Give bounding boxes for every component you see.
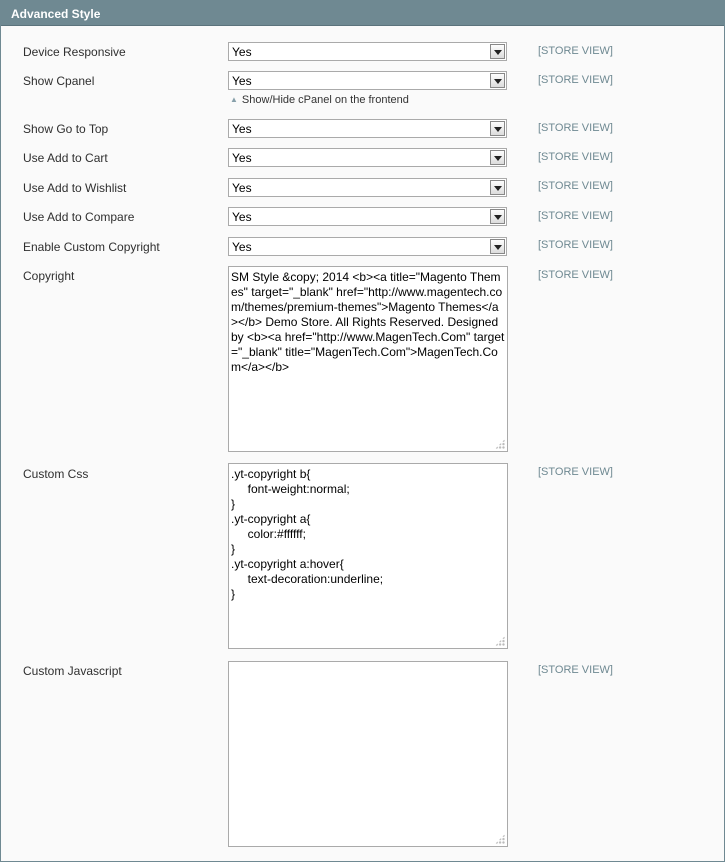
- show-go-to-top-scope: [STORE VIEW]: [538, 122, 613, 134]
- chevron-down-icon[interactable]: [490, 150, 505, 165]
- device-responsive-select[interactable]: [228, 42, 507, 61]
- copyright-label: Copyright: [23, 269, 75, 283]
- copyright-text: SM Style &copy; 2014 <b><a title="Magento Themes" target="_blank" href="http://www.magentech.com/themes/premium-themes">Magento Themes</a></b> Demo Store. All Rights Reserved. Designed by <b><a href="http://www.MagenTech.Com" target="_blank" title="MagenTech.Com">MagenTech.Com</a></b>: [231, 270, 505, 374]
- copyright-scope: [STORE VIEW]: [538, 269, 613, 281]
- use-add-to-cart-value: Yes: [232, 151, 252, 165]
- show-cpanel-note-text: Show/Hide cPanel on the frontend: [241, 94, 409, 106]
- custom-css-scope: [STORE VIEW]: [538, 466, 613, 478]
- chevron-down-icon[interactable]: [490, 239, 505, 254]
- enable-custom-copyright-value: Yes: [232, 240, 252, 254]
- chevron-down-icon[interactable]: [490, 44, 505, 59]
- use-add-to-compare-scope: [STORE VIEW]: [538, 210, 613, 222]
- device-responsive-value: Yes: [232, 45, 252, 59]
- resize-handle-icon[interactable]: [495, 439, 505, 449]
- use-add-to-compare-label: Use Add to Compare: [23, 210, 135, 224]
- show-go-to-top-label: Show Go to Top: [23, 122, 109, 136]
- resize-handle-icon[interactable]: [495, 834, 505, 844]
- chevron-down-icon[interactable]: [490, 209, 505, 224]
- use-add-to-cart-label: Use Add to Cart: [23, 151, 108, 165]
- use-add-to-cart-select[interactable]: [228, 148, 507, 167]
- enable-custom-copyright-scope: [STORE VIEW]: [538, 239, 613, 251]
- copyright-textarea[interactable]: [228, 266, 508, 452]
- enable-custom-copyright-select[interactable]: [228, 237, 507, 256]
- show-cpanel-label: Show Cpanel: [23, 74, 95, 88]
- use-add-to-compare-select[interactable]: [228, 207, 507, 226]
- show-go-to-top-select[interactable]: [228, 119, 507, 138]
- device-responsive-scope: [STORE VIEW]: [538, 45, 613, 57]
- show-go-to-top-value: Yes: [232, 122, 252, 136]
- enable-custom-copyright-label: Enable Custom Copyright: [23, 240, 160, 254]
- use-add-to-wishlist-label: Use Add to Wishlist: [23, 181, 127, 195]
- resize-handle-icon[interactable]: [495, 636, 505, 646]
- device-responsive-label: Device Responsive: [23, 45, 126, 59]
- triangle-up-icon: ▲: [230, 95, 238, 104]
- chevron-down-icon[interactable]: [490, 121, 505, 136]
- use-add-to-compare-value: Yes: [232, 210, 252, 224]
- custom-css-text: .yt-copyright b{ font-weight:normal; } .yt-copyright a{ color:#ffffff; } .yt-copyright a:hover{ text-decoration:underline; }: [231, 467, 384, 601]
- use-add-to-wishlist-value: Yes: [232, 181, 252, 195]
- use-add-to-wishlist-scope: [STORE VIEW]: [538, 180, 613, 192]
- custom-javascript-textarea[interactable]: [228, 661, 508, 847]
- show-cpanel-scope: [STORE VIEW]: [538, 74, 613, 86]
- show-cpanel-note: [230, 94, 409, 106]
- show-cpanel-value: Yes: [232, 74, 252, 88]
- show-cpanel-select[interactable]: [228, 71, 507, 90]
- use-add-to-wishlist-select[interactable]: [228, 178, 507, 197]
- chevron-down-icon[interactable]: [490, 73, 505, 88]
- use-add-to-cart-scope: [STORE VIEW]: [538, 151, 613, 163]
- custom-javascript-label: Custom Javascript: [23, 664, 122, 678]
- chevron-down-icon[interactable]: [490, 180, 505, 195]
- section-header[interactable]: Advanced Style: [1, 1, 724, 26]
- custom-css-textarea[interactable]: [228, 463, 508, 649]
- custom-css-label: Custom Css: [23, 467, 89, 481]
- custom-javascript-scope: [STORE VIEW]: [538, 664, 613, 676]
